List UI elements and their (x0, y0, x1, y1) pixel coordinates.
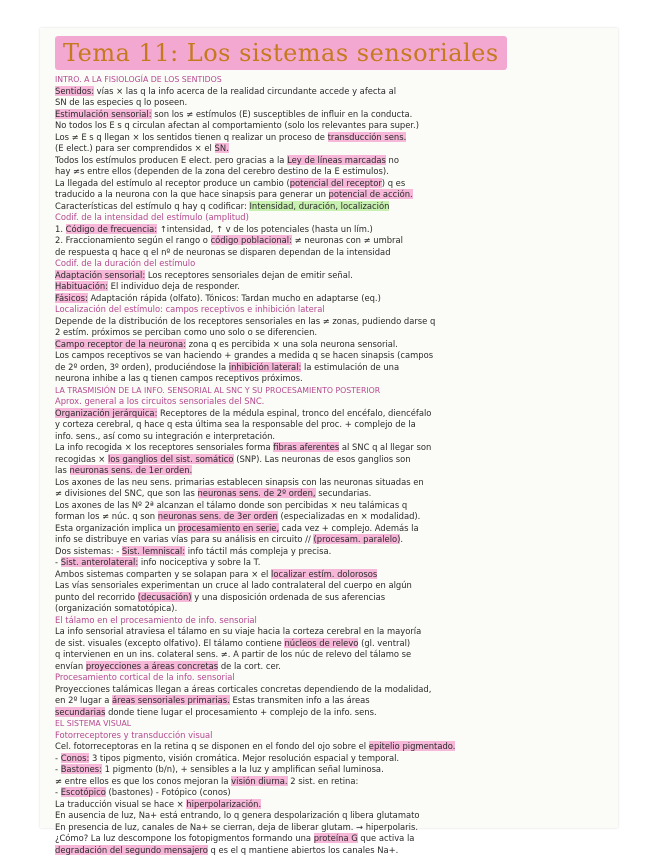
highlighted-term: Conos: (61, 753, 90, 763)
note-line: En presencia de luz, canales de Na+ se cierran, deja de liberar glutam. → hiperpolaris. (55, 822, 610, 834)
subsection-heading: El tálamo en el procesamiento de info. sensorial (55, 615, 610, 627)
note-line: 2 estím. próximos se perciban como uno solo o se diferencien. (55, 327, 610, 339)
subsection-heading: Procesamiento cortical de la info. sensorial (55, 672, 610, 684)
note-line: las neuronas sens. de 1er orden. (55, 465, 610, 477)
note-line: recogidas × los ganglios del sist. somático (SNP). Las neuronas de esos ganglios son (55, 454, 610, 466)
note-line: Características del estímulo q hay q codificar: Intensidad, duración, localización (55, 201, 610, 213)
note-line: - Conos: 3 tipos pigmento, visión cromática. Mejor resolución espacial y temporal. (55, 753, 610, 765)
highlighted-term: núcleos de relevo (284, 638, 358, 648)
highlighted-term: Bastones: (61, 764, 102, 774)
highlighted-term: visión diurna. (231, 776, 287, 786)
section-heading: EL SISTEMA VISUAL (55, 718, 610, 730)
highlighted-term: neuronas sens. de 1er orden. (70, 465, 193, 475)
note-line: Los ≠ E s q llegan × los sentidos tienen q realizar un proceso de transducción sens. (55, 132, 610, 144)
subsection-heading: Fotorreceptores y transducción visual (55, 730, 610, 742)
highlighted-term: SN. (215, 143, 229, 153)
note-line: Habituación: El individuo deja de responder. (55, 281, 610, 293)
highlighted-term: degradación del segundo mensajero (55, 845, 208, 855)
note-line: Depende de la distribución de los receptores sensoriales en las ≠ zonas, pudiendo darse q (55, 316, 610, 328)
note-line: de sist. visuales (excepto olfativo). El tálamo contiene núcleos de relevo (gl. ventral) (55, 638, 610, 650)
notes-body (55, 74, 610, 856)
note-line: (E elect.) para ser comprendidos × el SN. (55, 143, 610, 155)
highlighted-term: Habituación: (55, 281, 108, 291)
note-line: Los campos receptivos se van haciendo + grandes a medida q se hacen sinapsis (campos (55, 350, 610, 362)
note-line: info. sens., así como su integración e interpretación. (55, 431, 610, 443)
note-line: degradación del segundo mensajero q es el q mantiene abiertos los canales Na+. (55, 845, 610, 856)
highlighted-term: Sentidos: (55, 86, 94, 96)
note-line: (organización somatotópica). (55, 603, 610, 615)
highlighted-term: localizar estím. dolorosos (271, 569, 377, 579)
highlighted-term: Sist. lemniscal: (122, 546, 185, 556)
note-line: de 2º orden, 3º orden), produciéndose la inhibición lateral: la estimulación de una (55, 362, 610, 374)
note-line: Estimulación sensorial: son los ≠ estímulos (E) susceptibles de influir en la conducta. (55, 109, 610, 121)
note-line: neurona inhibe a las q tienen campos receptivos próximos. (55, 373, 610, 385)
note-line: Campo receptor de la neurona: zona q es percibida × una sola neurona sensorial. (55, 339, 610, 351)
note-line: Esta organización implica un procesamiento en serie, cada vez + complejo. Además la (55, 523, 610, 535)
highlighted-term: Escotópico (61, 787, 106, 797)
note-line: Organización jerárquica: Receptores de la médula espinal, tronco del encéfalo, diencéfalo (55, 408, 610, 420)
note-line: - Escotópico (bastones) - Fotópico (conos) (55, 787, 610, 799)
note-line: de respuesta q hace q el nº de neuronas se disparen dependan de la intensidad (55, 247, 610, 259)
highlighted-term: Organización jerárquica: (55, 408, 157, 418)
highlighted-term: (procesam. paralelo) (313, 534, 400, 544)
note-line: en 2º lugar a áreas sensoriales primarias. Estas transmiten info a las áreas (55, 695, 610, 707)
note-line: q intervienen en un ins. colateral sens. ≠. A partir de los núc de relevo del tálamo se (55, 649, 610, 661)
note-line: Fásicos: Adaptación rápida (olfato). Tónicos: Tardan mucho en adaptarse (eq.) (55, 293, 610, 305)
note-line: La info sensorial atraviesa el tálamo en su viaje hacia la corteza cerebral en la mayoría (55, 626, 610, 638)
subsection-heading: Codif. de la intensidad del estímulo (amplitud) (55, 212, 610, 224)
highlighted-term: Campo receptor de la neurona: (55, 339, 186, 349)
note-page (40, 28, 618, 828)
section-heading: LA TRASMISIÓN DE LA INFO. SENSORIAL AL SNC Y SU PROCESAMIENTO POSTERIOR (55, 385, 610, 397)
subsection-heading: Aprox. general a los circuitos sensoriales del SNC. (55, 396, 610, 408)
note-line: La llegada del estímulo al receptor produce un cambio (potencial del receptor) q es (55, 178, 610, 190)
note-line: traducido a la neurona con la que hace sinapsis para generar un potencial de acción. (55, 189, 610, 201)
note-line: envían proyecciones a áreas concretas de la cort. cer. (55, 661, 610, 673)
note-line: Sentidos: vías × las q la info acerca de la realidad circundante accede y afecta al (55, 86, 610, 98)
highlighted-term: neuronas sens. de 3er orden (158, 511, 278, 521)
note-line: - Bastones: 1 pigmento (b/n), + sensibles a la luz y amplifican señal luminosa. (55, 764, 610, 776)
note-line: ¿Cómo? La luz descompone los fotopigmentos formando una proteína G que activa la (55, 833, 610, 845)
note-line: ≠ entre ellos es que los conos mejoran la visión diurna. 2 sist. en retina: (55, 776, 610, 788)
note-line: Los axones de las neu sens. primarias establecen sinapsis con las neuronas situadas en (55, 477, 610, 489)
highlighted-term: los ganglios del sist. somático (108, 454, 234, 464)
highlighted-term: inhibición lateral: (229, 362, 302, 372)
note-line: Proyecciones talámicas llegan a áreas corticales concretas dependiendo de la modalidad, (55, 684, 610, 696)
subsection-heading: Codif. de la duración del estímulo (55, 258, 610, 270)
highlighted-term: transducción sens. (328, 132, 407, 142)
highlighted-term: hiperpolarización. (186, 799, 261, 809)
note-line: hay ≠s entre ellos (dependen de la zona del cerebro destino de la E estimulos). (55, 166, 610, 178)
highlighted-term: Fásicos: (55, 293, 88, 303)
page-title: Tema 11: Los sistemas sensoriales (55, 36, 507, 70)
subsection-heading: Localización del estímulo: campos receptivos e inhibición lateral (55, 304, 610, 316)
note-line: info se distribuye en varias vías para su análisis en circuito // (procesam. paralelo). (55, 534, 610, 546)
note-line: Todos los estímulos producen E elect. pero gracias a la Ley de líneas marcadas no (55, 155, 610, 167)
note-line: No todos los E s q circulan afectan al comportamiento (solo los relevantes para super.) (55, 120, 610, 132)
note-line: La traducción visual se hace × hiperpolarización. (55, 799, 610, 811)
note-line: La info recogida × los receptores sensoriales forma fibras aferentes al SNC q al llegar son (55, 442, 610, 454)
highlighted-term: procesamiento en serie, (178, 523, 279, 533)
note-line: punto del recorrido (decusación) y una disposición ordenada de sus aferencias (55, 592, 610, 604)
highlighted-term: proteína G (314, 833, 358, 843)
highlighted-term: potencial de acción. (329, 189, 413, 199)
highlighted-term: Código de frecuencia: (66, 224, 157, 234)
note-line: Dos sistemas: - Sist. lemniscal: info táctil más compleja y precisa. (55, 546, 610, 558)
note-line: SN de las especies q lo poseen. (55, 97, 610, 109)
note-line: Cel. fotorreceptoras en la retina q se disponen en el fondo del ojo sobre el epitelio pigmentado. (55, 741, 610, 753)
note-line: ≠ divisiones del SNC, que son las neuronas sens. de 2º orden, secundarias. (55, 488, 610, 500)
note-line: Los axones de las Nº 2ª alcanzan el tálamo donde son percibidas × neu talámicas q (55, 500, 610, 512)
highlighted-term: potencial del receptor (290, 178, 382, 188)
section-heading: INTRO. A LA FISIOLOGÍA DE LOS SENTIDOS (55, 74, 610, 86)
note-line: Adaptación sensorial: Los receptores sensoriales dejan de emitir señal. (55, 270, 610, 282)
note-line: En ausencia de luz, Na+ está entrando, lo q genera despolarización q libera glutamato (55, 810, 610, 822)
note-line: Las vías sensoriales experimentan un cruce al lado contralateral del cuerpo en algún (55, 580, 610, 592)
highlighted-term: áreas sensoriales primarias. (112, 695, 230, 705)
note-line: forman los ≠ núc. q son neuronas sens. de 3er orden (especializadas en × modalidad). (55, 511, 610, 523)
highlighted-term: proyecciones a áreas concretas (86, 661, 218, 671)
note-line: Ambos sistemas comparten y se solapan para × el localizar estím. dolorosos (55, 569, 610, 581)
note-line: - Sist. anterolateral: info nociceptiva y sobre la T. (55, 557, 610, 569)
highlighted-term: (decusación) (138, 592, 192, 602)
highlighted-term: código poblacional: (211, 235, 292, 245)
note-line: secundarias donde tiene lugar el procesamiento + complejo de la info. sens. (55, 707, 610, 719)
highlighted-term: fibras aferentes (273, 442, 339, 452)
highlighted-term: epitelio pigmentado. (369, 741, 456, 751)
highlighted-term: Estimulación sensorial: (55, 109, 152, 119)
highlighted-term: secundarias (55, 707, 105, 717)
highlighted-term: neuronas sens. de 2º orden, (198, 488, 316, 498)
highlighted-term: Adaptación sensorial: (55, 270, 145, 280)
highlighted-term: Ley de líneas marcadas (287, 155, 386, 165)
note-line: 2. Fraccionamiento según el rango o código poblacional: ≠ neuronas con ≠ umbral (55, 235, 610, 247)
highlighted-term: Sist. anterolateral: (61, 557, 139, 567)
note-line: y corteza cerebral, q hace q esta última sea la responsable del proc. + complejo de la (55, 419, 610, 431)
note-line: 1. Código de frecuencia: ↑intensidad, ↑ v de los potenciales (hasta un lím.) (55, 224, 610, 236)
highlighted-term: Intensidad, duración, localización (249, 201, 389, 211)
